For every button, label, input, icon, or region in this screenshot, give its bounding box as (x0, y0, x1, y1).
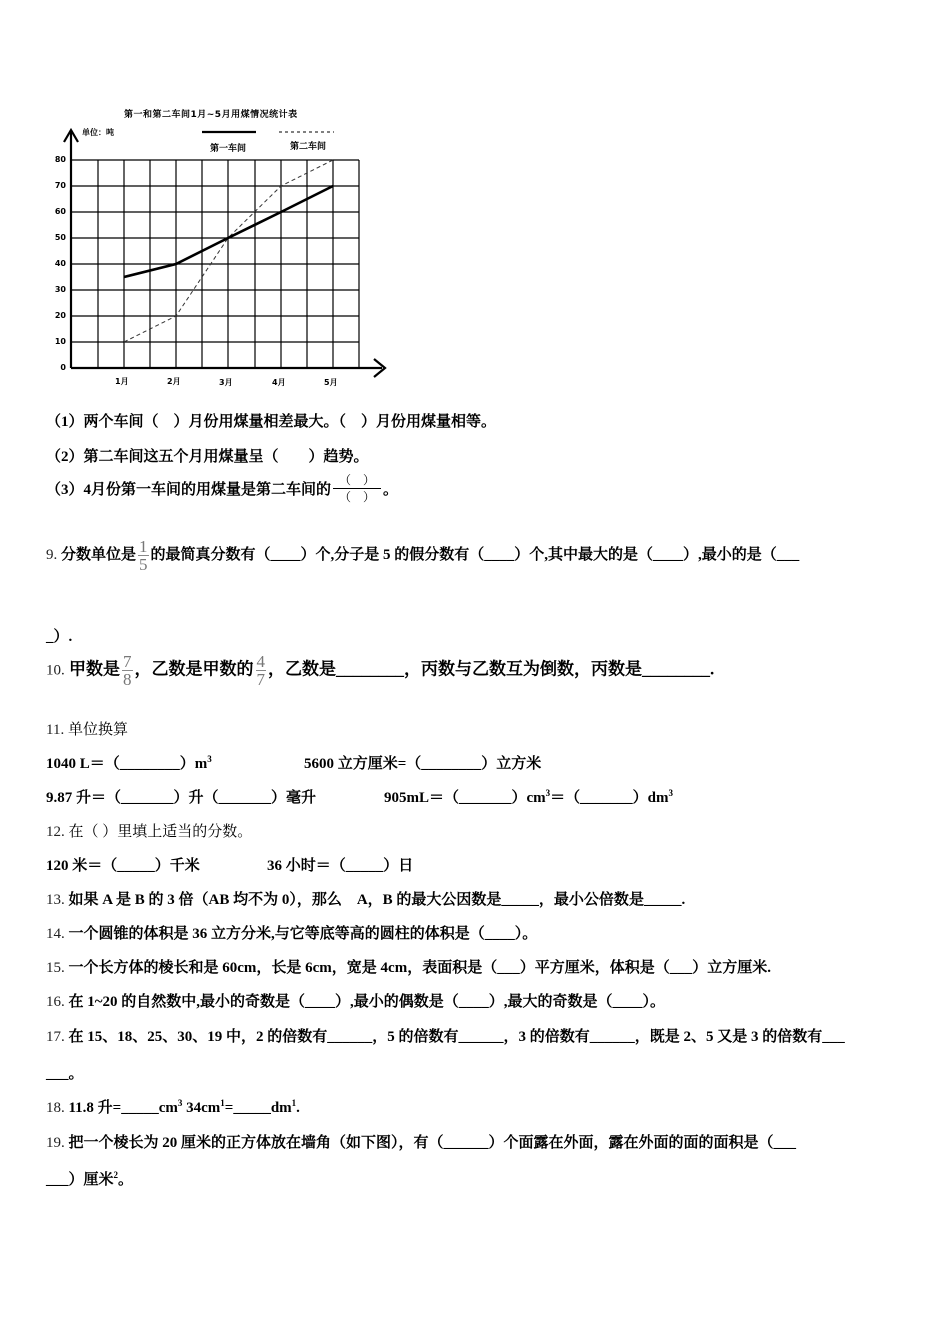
q11-line-2a: 9.87 升＝（_______）升（_______）毫升 (46, 790, 317, 806)
question-14 (46, 922, 537, 943)
question-19-continued (46, 1168, 133, 1189)
q10-text-a: 甲数是 (69, 659, 120, 679)
fraction-7-8 (122, 653, 133, 688)
q9-text-a: 分数单位是 (61, 546, 137, 563)
x-tick: 3月 (219, 378, 233, 387)
superscript: 3 (545, 788, 551, 798)
x-tick: 2月 (167, 377, 181, 386)
superscript: 3 (207, 754, 212, 764)
fraction-denominator: （ ） (339, 490, 376, 504)
q19-cont-text: ___）厘米 (46, 1172, 114, 1188)
fraction-denominator: 8 (123, 670, 132, 689)
q18-text-c: =_____dm (224, 1100, 292, 1116)
question-8-2: （2）第二车间这五个月用煤量呈（ ）趋势。 (46, 449, 369, 465)
q11-l2b-text: 905mL＝（_______）cm (384, 790, 546, 806)
y-tick: 40 (54, 259, 66, 268)
q16-text: 在 1~20 的自然数中,最小的奇数是（____）,最小的偶数是（____）,最大的奇数是（____）。 (68, 994, 666, 1010)
superscript: 3 (668, 788, 673, 798)
fraction-numerator: （ ） (333, 474, 381, 489)
y-tick: 60 (54, 207, 66, 216)
fraction-denominator: 7 (256, 670, 265, 689)
axes (64, 130, 385, 377)
superscript: 1 (220, 1098, 225, 1108)
fraction-4-7 (256, 653, 267, 688)
question-12 (46, 820, 252, 841)
question-number: 9. (46, 546, 58, 563)
y-tick: 70 (54, 181, 66, 190)
q11-title: 单位换算 (67, 722, 128, 738)
q17-text: 在 15、18、25、30、19 中，2 的倍数有______，5 的倍数有______，3 的倍数有______，既是 2、5 又是 3 的倍数有___ (68, 1029, 845, 1045)
q8-3-prefix: （3）4月份第一车间的用煤量是第二车间的 (46, 482, 332, 498)
y-tick: 50 (54, 233, 66, 242)
fraction-numerator: 7 (123, 652, 132, 671)
question-9 (46, 538, 799, 573)
chart-title: 第一和第二车间1月~5月用煤情况统计表 (124, 110, 298, 120)
question-number: 11. (46, 722, 65, 738)
question-8-1: （1）两个车间（ ）月份用煤量相差最大。（ ）月份用煤量相等。 (46, 414, 497, 430)
question-10 (46, 653, 714, 688)
superscript: 1 (291, 1098, 297, 1108)
grid-lines (71, 160, 359, 368)
q8-3-suffix: 。 (383, 482, 399, 498)
y-tick: 30 (54, 285, 66, 294)
question-17-continued: ___。 (46, 1066, 84, 1082)
q12-title: 在（ ）里填上适当的分数。 (68, 824, 253, 840)
fraction-numerator: 1 (139, 537, 148, 556)
q18-text-a: 11.8 升=_____cm (68, 1100, 178, 1116)
q13-text: 如果 A 是 B 的 3 倍（AB 均不为 0），那么 A，B 的最大公因数是_____，最小公倍数是_____. (68, 892, 686, 908)
question-13 (46, 888, 685, 909)
q11-line-1b: 5600 立方厘米=（________）立方米 (304, 756, 542, 772)
q19-text: 把一个棱长为 20 厘米的正方体放在墙角（如下图），有（______）个面露在外面，露在外面的面的面积是（___ (68, 1135, 797, 1151)
question-16 (46, 990, 665, 1011)
question-number: 16. (46, 994, 65, 1010)
unit-fraction (138, 538, 149, 573)
y-tick: 0 (60, 363, 66, 372)
question-number: 14. (46, 926, 65, 942)
question-18 (46, 1096, 300, 1117)
legend-workshop-1: 第一车间 (210, 144, 247, 154)
legend-workshop-2: 第二车间 (290, 142, 327, 152)
x-tick: 1月 (115, 377, 129, 386)
question-number: 12. (46, 824, 65, 840)
y-tick: 20 (54, 311, 66, 320)
question-8-3 (46, 474, 398, 503)
q18-text-b: 34cm (182, 1100, 221, 1116)
coal-usage-line-chart (40, 100, 400, 390)
q18-text-d: . (296, 1100, 300, 1116)
q11-line-2b (384, 786, 673, 807)
question-15 (46, 956, 771, 977)
question-number: 15. (46, 960, 65, 976)
q19-end: 。 (118, 1172, 134, 1188)
question-11 (46, 718, 128, 739)
question-number: 10. (46, 662, 65, 679)
question-number: 18. (46, 1100, 65, 1116)
q12-line-1b: 36 小时＝（_____）日 (267, 858, 414, 874)
question-19 (46, 1131, 796, 1152)
question-number: 17. (46, 1029, 65, 1045)
fraction-numerator: 4 (256, 652, 265, 671)
q11-line-1a (46, 752, 212, 773)
q15-text: 一个长方体的棱长和是 60cm，长是 6cm，宽是 4cm，表面积是（___）平方厘米，体积是（___）立方厘米. (68, 960, 771, 976)
q14-text: 一个圆锥的体积是 36 立方分米,与它等底等高的圆柱的体积是（____）。 (68, 926, 538, 942)
question-17 (46, 1025, 845, 1046)
x-tick: 5月 (324, 378, 338, 387)
question-number: 19. (46, 1135, 65, 1151)
x-tick: 4月 (272, 378, 286, 387)
q10-text-b: ，乙数是甲数的 (134, 659, 254, 679)
unit-label: 单位：吨 (82, 128, 114, 137)
superscript: 2 (113, 1170, 119, 1180)
q12-line-1a: 120 米＝（_____）千米 (46, 858, 200, 874)
question-9-continued: _）. (46, 629, 73, 645)
answer-fraction (333, 474, 381, 503)
q9-text-b: 的最简真分数有（____）个,分子是 5 的假分数有（____）个,其中最大的是（____）,最小的是（___ (150, 546, 800, 563)
q10-text-c: ，乙数是________，丙数与乙数互为倒数，丙数是________. (268, 659, 715, 679)
fraction-denominator: 5 (139, 555, 148, 574)
y-tick: 80 (54, 155, 66, 164)
question-number: 13. (46, 892, 65, 908)
superscript: 3 (177, 1098, 183, 1108)
y-tick: 10 (54, 337, 66, 346)
q11-l2c-text: ＝（_______）dm (550, 790, 669, 806)
q11-l1a-text: 1040 L＝（________）m (46, 756, 208, 772)
